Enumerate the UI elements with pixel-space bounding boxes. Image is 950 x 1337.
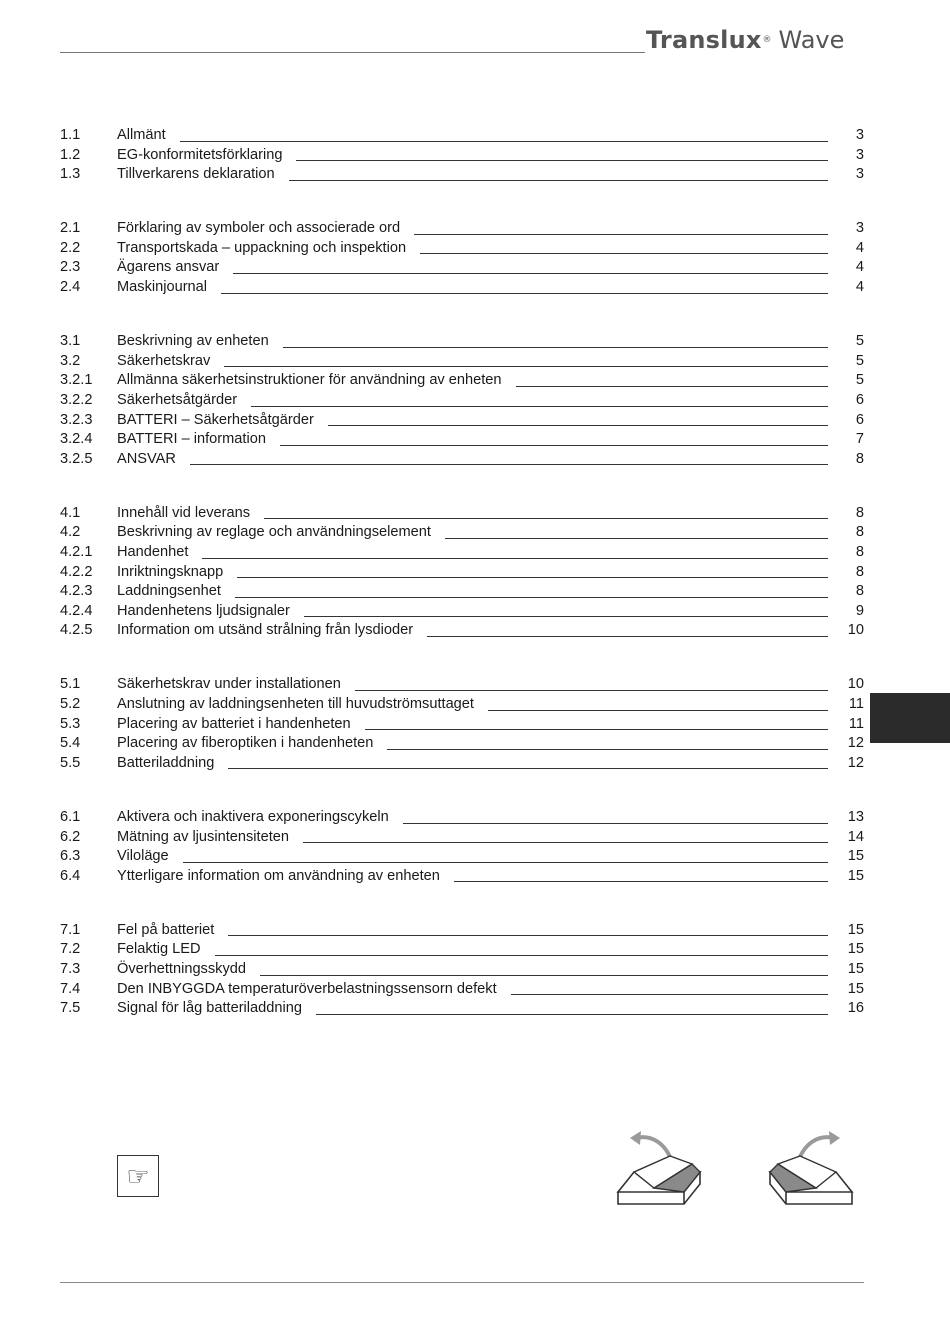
toc-entry-title: Beskrivning av enheten	[117, 333, 269, 350]
toc-leader-line	[365, 729, 828, 730]
toc-leader-line	[233, 273, 828, 274]
toc-entry-title: Säkerhetsåtgärder	[117, 391, 238, 408]
toc-entry-page: 7	[855, 431, 864, 448]
table-of-contents	[60, 126, 864, 1053]
toc-entry-page: 10	[847, 676, 864, 693]
toc-entry-number: 2.3	[60, 259, 81, 276]
toc-entry[interactable]	[60, 999, 864, 1019]
toc-entry-page: 6	[855, 411, 864, 428]
toc-entry-page: 15	[847, 867, 864, 884]
toc-leader-line	[303, 842, 828, 843]
toc-section	[60, 808, 864, 886]
toc-entry-title: Ytterligare information om användning av enheten	[117, 867, 440, 884]
toc-leader-line	[283, 347, 828, 348]
toc-entry-title: Anslutning av laddningsenheten till huvudströmsuttaget	[117, 696, 474, 713]
toc-entry-title: Information om utsänd strålning från lysdioder	[117, 622, 414, 639]
toc-entry-page: 16	[847, 1000, 864, 1017]
toc-entry-page: 4	[855, 259, 864, 276]
toc-entry[interactable]	[60, 621, 864, 641]
toc-entry[interactable]	[60, 278, 864, 298]
toc-entry[interactable]	[60, 411, 864, 431]
toc-entry-title: Placering av batteriet i handenheten	[117, 715, 351, 732]
toc-entry-number: 1.3	[60, 166, 81, 183]
toc-section	[60, 921, 864, 1019]
toc-entry[interactable]	[60, 828, 864, 848]
toc-entry-title: Signal för låg batteriladdning	[117, 1000, 302, 1017]
toc-entry[interactable]	[60, 582, 864, 602]
fold-page-left-icon	[614, 1130, 704, 1208]
toc-entry-page: 13	[847, 808, 864, 825]
toc-entry[interactable]	[60, 523, 864, 543]
toc-entry-page: 15	[847, 961, 864, 977]
toc-entry[interactable]	[60, 960, 864, 980]
toc-entry-number: 4.1	[60, 504, 81, 521]
toc-entry-number: 2.1	[60, 220, 81, 237]
toc-entry-title: BATTERI – information	[117, 431, 266, 448]
toc-entry-page: 4	[855, 239, 864, 256]
toc-entry-page: 8	[855, 583, 864, 600]
toc-leader-line	[316, 1014, 828, 1015]
toc-leader-line	[355, 690, 828, 691]
toc-entry-page: 8	[855, 504, 864, 521]
toc-entry-page: 4	[855, 279, 864, 296]
toc-entry-page: 6	[855, 391, 864, 408]
toc-entry-number: 5.3	[60, 715, 81, 732]
toc-entry-title: Den INBYGGDA temperaturöverbelastningssensorn defekt	[117, 980, 497, 997]
toc-section	[60, 504, 864, 641]
toc-entry[interactable]	[60, 867, 864, 887]
toc-leader-line	[180, 141, 828, 142]
toc-entry[interactable]	[60, 754, 864, 774]
toc-entry-page: 14	[847, 828, 864, 845]
toc-entry-number: 4.2.5	[60, 622, 93, 639]
toc-entry-title: Transportskada – uppackning och inspektion	[117, 239, 407, 256]
toc-leader-line	[420, 253, 828, 254]
toc-entry-title: Inriktningsknapp	[117, 563, 224, 580]
toc-entry[interactable]	[60, 847, 864, 867]
toc-entry-number: 3.2.4	[60, 431, 93, 448]
toc-leader-line	[224, 366, 828, 367]
toc-section	[60, 675, 864, 773]
section-tab	[870, 693, 950, 743]
toc-leader-line	[251, 406, 828, 407]
toc-entry[interactable]	[60, 563, 864, 583]
toc-entry-number: 3.1	[60, 333, 81, 350]
toc-entry-title: Laddningsenhet	[117, 583, 221, 600]
toc-leader-line	[221, 293, 828, 294]
toc-entry-number: 7.5	[60, 1000, 81, 1017]
toc-entry-number: 4.2.1	[60, 544, 93, 560]
toc-entry-page: 5	[855, 372, 864, 389]
toc-entry-title: Viloläge	[117, 848, 169, 865]
toc-entry-page: 15	[847, 941, 864, 958]
toc-entry-number: 7.1	[60, 921, 81, 938]
toc-entry-number: 6.1	[60, 808, 81, 825]
toc-entry-title: ANSVAR	[117, 450, 176, 467]
toc-leader-line	[235, 597, 828, 598]
toc-entry-page: 8	[855, 544, 864, 560]
toc-entry-title: Aktivera och inaktivera exponeringscykeln	[117, 808, 389, 825]
toc-entry-page: 3	[855, 166, 864, 183]
toc-entry-page: 15	[847, 848, 864, 865]
toc-entry-title: Tillverkarens deklaration	[117, 166, 275, 183]
toc-entry-page: 5	[855, 333, 864, 350]
toc-entry-number: 7.2	[60, 941, 81, 958]
toc-entry-title: Allmänt	[117, 127, 166, 143]
toc-entry-title: Allmänna säkerhetsinstruktioner för användning av enheten	[117, 372, 502, 389]
toc-leader-line	[445, 538, 828, 539]
toc-entry-number: 3.2.1	[60, 372, 93, 389]
toc-entry-page: 11	[848, 715, 864, 732]
toc-entry-number: 1.1	[60, 127, 81, 143]
toc-leader-line	[304, 616, 828, 617]
toc-leader-line	[228, 935, 828, 936]
toc-entry-number: 6.2	[60, 828, 81, 845]
toc-entry-title: Felaktig LED	[117, 941, 201, 958]
toc-entry[interactable]	[60, 980, 864, 1000]
brand-name: Translux	[646, 26, 762, 54]
toc-entry-page: 3	[855, 220, 864, 237]
toc-entry-title: BATTERI – Säkerhetsåtgärder	[117, 411, 314, 428]
toc-leader-line	[328, 425, 828, 426]
toc-entry[interactable]	[60, 734, 864, 754]
toc-entry[interactable]	[60, 504, 864, 524]
toc-entry-page: 8	[855, 524, 864, 541]
toc-entry-number: 4.2.3	[60, 583, 93, 600]
toc-entry-number: 3.2	[60, 352, 81, 369]
toc-leader-line	[215, 955, 828, 956]
toc-entry-number: 7.3	[60, 961, 81, 977]
toc-entry[interactable]	[60, 352, 864, 372]
toc-entry[interactable]	[60, 543, 864, 563]
toc-leader-line	[296, 160, 828, 161]
toc-leader-line	[414, 234, 828, 235]
toc-entry[interactable]	[60, 715, 864, 735]
toc-entry-title: Maskinjournal	[117, 279, 208, 296]
toc-entry[interactable]	[60, 146, 864, 166]
toc-entry-number: 7.4	[60, 980, 81, 997]
toc-entry-title: Placering av fiberoptiken i handenheten	[117, 735, 374, 752]
toc-entry-number: 5.5	[60, 754, 81, 771]
toc-entry[interactable]	[60, 239, 864, 259]
toc-entry-title: Mätning av ljusintensiteten	[117, 828, 289, 845]
toc-entry-page: 10	[847, 622, 864, 639]
toc-entry-title: Handenhet	[117, 544, 189, 560]
toc-entry-number: 3.2.5	[60, 450, 93, 467]
toc-entry-title: Batteriladdning	[117, 754, 215, 771]
toc-entry[interactable]	[60, 602, 864, 622]
toc-leader-line	[488, 710, 828, 711]
toc-entry-number: 5.1	[60, 676, 81, 693]
toc-entry[interactable]	[60, 332, 864, 352]
toc-entry-number: 1.2	[60, 146, 81, 163]
toc-leader-line	[237, 577, 828, 578]
toc-entry-number: 5.2	[60, 696, 81, 713]
brand-model: Wave	[778, 26, 845, 54]
toc-entry[interactable]	[60, 450, 864, 470]
toc-leader-line	[228, 768, 828, 769]
toc-entry-page: 15	[847, 980, 864, 997]
toc-entry-title: EG-konformitetsförklaring	[117, 146, 283, 163]
toc-leader-line	[260, 975, 828, 976]
toc-entry-title: Säkerhetskrav under installationen	[117, 676, 341, 693]
toc-entry-title: Beskrivning av reglage och användningselement	[117, 524, 431, 541]
toc-section	[60, 332, 864, 469]
toc-entry[interactable]	[60, 430, 864, 450]
toc-entry[interactable]	[60, 675, 864, 695]
toc-entry[interactable]	[60, 126, 864, 146]
toc-leader-line	[454, 881, 828, 882]
toc-leader-line	[289, 180, 828, 181]
toc-leader-line	[427, 636, 828, 637]
toc-leader-line	[387, 749, 828, 750]
toc-entry[interactable]	[60, 371, 864, 391]
toc-leader-line	[403, 823, 828, 824]
toc-entry-title: Fel på batteriet	[117, 921, 215, 938]
toc-entry-number: 6.4	[60, 867, 81, 884]
toc-leader-line	[264, 518, 828, 519]
toc-entry-page: 11	[848, 696, 864, 713]
toc-entry-number: 3.2.3	[60, 411, 93, 428]
toc-entry-page: 3	[855, 127, 864, 143]
toc-entry[interactable]	[60, 808, 864, 828]
toc-entry[interactable]	[60, 940, 864, 960]
toc-entry[interactable]	[60, 695, 864, 715]
toc-leader-line	[190, 464, 828, 465]
toc-entry-page: 12	[847, 735, 864, 752]
toc-leader-line	[516, 386, 828, 387]
toc-entry[interactable]	[60, 258, 864, 278]
header-rule	[60, 52, 645, 53]
pointing-hand-icon: ☞	[117, 1155, 159, 1197]
toc-entry-number: 2.2	[60, 239, 81, 256]
brand-logo	[646, 26, 844, 54]
brand-registered-mark: ®	[762, 34, 772, 45]
toc-entry-page: 9	[855, 602, 864, 619]
toc-entry[interactable]	[60, 165, 864, 185]
toc-entry-page: 3	[855, 146, 864, 163]
toc-entry[interactable]	[60, 219, 864, 239]
fold-page-right-icon	[766, 1130, 856, 1208]
toc-entry-number: 4.2	[60, 524, 81, 541]
toc-entry-number: 2.4	[60, 279, 81, 296]
toc-entry-page: 5	[855, 352, 864, 369]
toc-entry-title: Överhettningsskydd	[117, 961, 246, 977]
toc-entry-title: Innehåll vid leverans	[117, 504, 251, 521]
toc-entry-number: 3.2.2	[60, 391, 93, 408]
toc-entry-page: 8	[855, 563, 864, 580]
toc-entry[interactable]	[60, 391, 864, 411]
toc-leader-line	[280, 445, 828, 446]
toc-section	[60, 126, 864, 185]
toc-entry-number: 5.4	[60, 735, 81, 752]
toc-entry-number: 4.2.2	[60, 563, 93, 580]
toc-entry-page: 15	[847, 921, 864, 938]
footer-rule	[60, 1282, 864, 1283]
toc-section	[60, 219, 864, 297]
toc-entry-title: Säkerhetskrav	[117, 352, 211, 369]
toc-entry-page: 12	[847, 754, 864, 771]
toc-entry[interactable]	[60, 921, 864, 941]
toc-entry-page: 8	[855, 450, 864, 467]
toc-entry-number: 4.2.4	[60, 602, 93, 619]
toc-leader-line	[511, 994, 828, 995]
toc-entry-title: Handenhetens ljudsignaler	[117, 602, 290, 619]
toc-leader-line	[202, 558, 828, 559]
toc-entry-number: 6.3	[60, 848, 81, 865]
toc-entry-title: Förklaring av symboler och associerade ord	[117, 220, 401, 237]
toc-entry-title: Ägarens ansvar	[117, 259, 220, 276]
toc-leader-line	[183, 862, 828, 863]
